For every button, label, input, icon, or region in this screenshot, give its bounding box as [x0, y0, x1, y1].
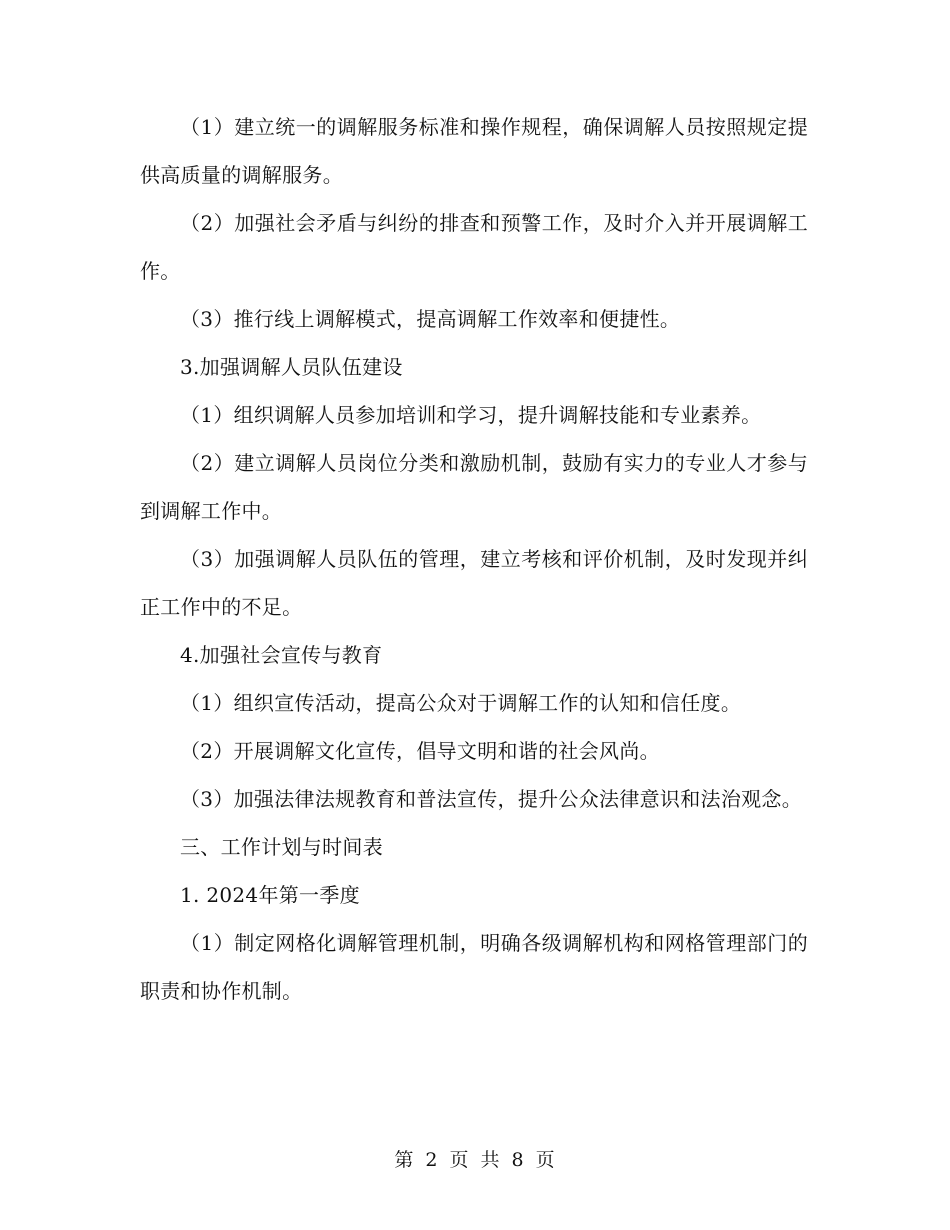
section-heading: 4.加强社会宣传与教育: [180, 643, 383, 667]
section-heading: 1. 2024年第一季度: [180, 883, 360, 907]
section-heading: 3.加强调解人员队伍建设: [180, 355, 403, 379]
paragraph: （2）加强社会矛盾与纠纷的排查和预警工作，及时介入并开展调解工作。: [140, 211, 808, 283]
paragraph: （1）组织调解人员参加培训和学习，提升调解技能和专业素养。: [180, 403, 762, 427]
paragraph: （3）推行线上调解模式，提高调解工作效率和便捷性。: [180, 307, 681, 331]
page-number-footer: 第 2 页 共 8 页: [394, 1149, 556, 1171]
paragraph: （1）组织宣传活动，提高公众对于调解工作的认知和信任度。: [180, 691, 742, 715]
document-body: [140, 103, 808, 1015]
paragraph: （1）建立统一的调解服务标准和操作规程，确保调解人员按照规定提供高质量的调解服务。: [140, 115, 808, 187]
chapter-heading: 三、工作计划与时间表: [180, 835, 383, 859]
paragraph: （3）加强法律法规教育和普法宣传，提升公众法律意识和法治观念。: [180, 787, 803, 811]
paragraph: （3）加强调解人员队伍的管理，建立考核和评价机制，及时发现并纠正工作中的不足。: [140, 547, 808, 619]
paragraph: （1）制定网格化调解管理机制，明确各级调解机构和网格管理部门的职责和协作机制。: [140, 931, 808, 1003]
paragraph: （2）开展调解文化宣传，倡导文明和谐的社会风尚。: [180, 739, 660, 763]
paragraph: （2）建立调解人员岗位分类和激励机制，鼓励有实力的专业人才参与到调解工作中。: [140, 451, 808, 523]
